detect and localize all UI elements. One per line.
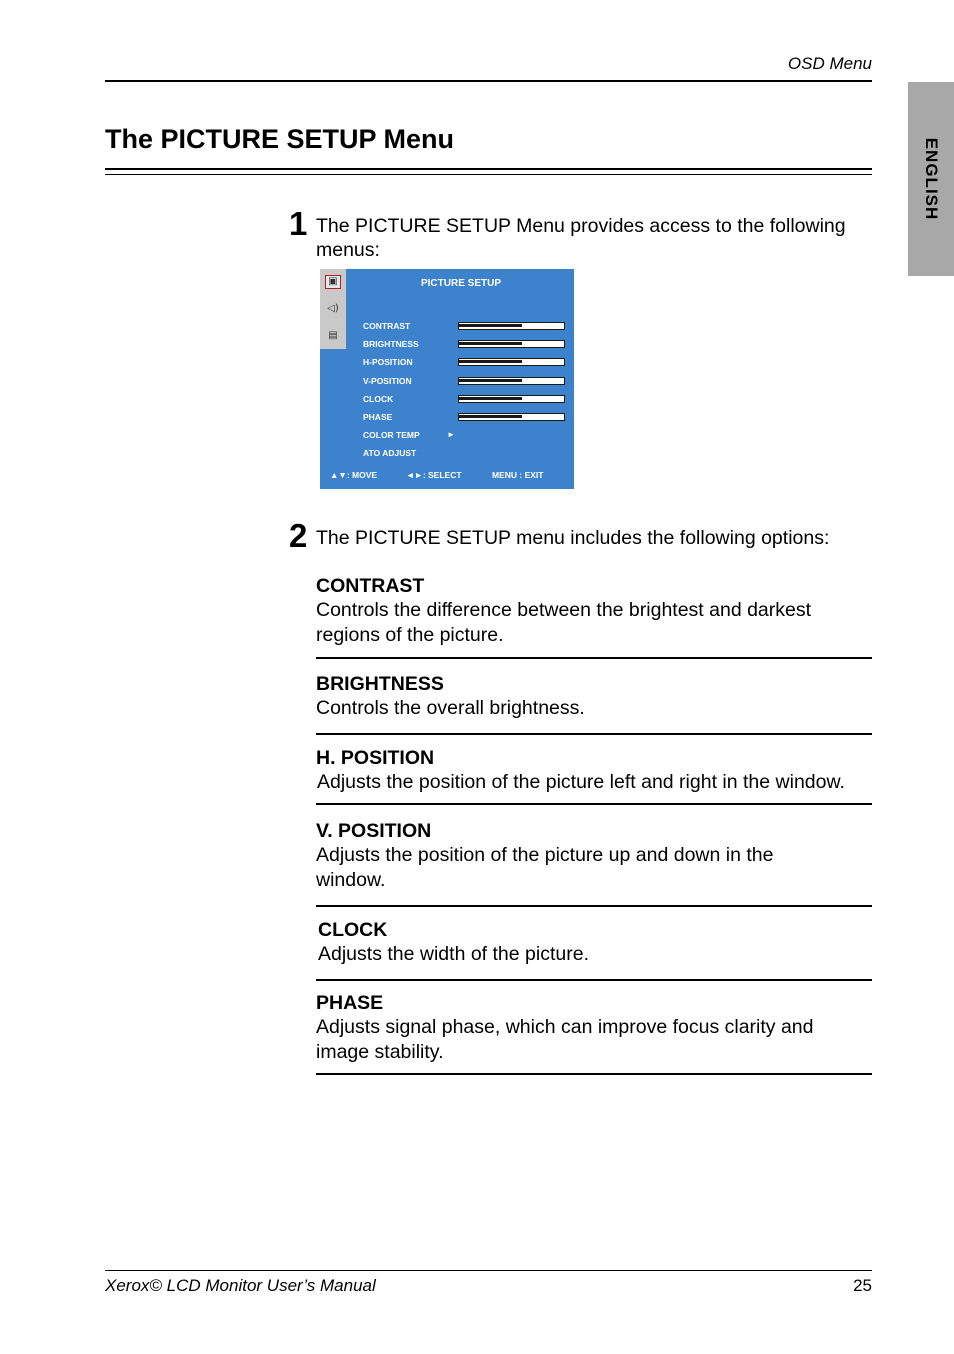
- option-v-position: [316, 819, 872, 892]
- option-description: Adjusts the position of the picture left and right in the window.: [317, 771, 845, 793]
- step-number-2: 2: [289, 517, 308, 554]
- osd-item-clock: CLOCK: [363, 394, 394, 404]
- osd-footer-select: ◄►: SELECT: [406, 470, 462, 480]
- option-divider: [316, 803, 872, 805]
- osd-clock-bar-fill: [459, 397, 522, 400]
- page-number: 25: [853, 1276, 872, 1295]
- header-section-label: OSD Menu: [787, 54, 872, 73]
- option-name: PHASE: [316, 992, 384, 1014]
- option-divider: [316, 905, 872, 907]
- osd-picture-setup-screen: [320, 269, 574, 489]
- option-clock: [318, 918, 874, 967]
- option-brightness: [316, 672, 872, 721]
- option-phase: [316, 991, 872, 1064]
- step-text-1: The PICTURE SETUP Menu provides access to the following menus:: [316, 215, 846, 261]
- osd-phase-bar: [458, 413, 565, 421]
- osd-item-h-position: H-POSITION: [363, 357, 413, 367]
- osd-phase-bar-fill: [459, 415, 522, 418]
- header-rule: [105, 80, 872, 82]
- option-contrast: [316, 574, 872, 647]
- option-name: V. POSITION: [316, 820, 432, 842]
- osd-h-position-bar-fill: [459, 360, 522, 363]
- step-text-2: The PICTURE SETUP menu includes the following options:: [316, 527, 830, 549]
- title-rule-thin: [105, 174, 872, 175]
- option-divider: [316, 733, 872, 735]
- option-description: Adjusts the width of the picture.: [318, 943, 589, 965]
- picture-setup-icon: ▣: [325, 275, 341, 289]
- osd-footer-exit: MENU : EXIT: [492, 470, 544, 480]
- osd-contrast-bar: [458, 322, 565, 330]
- option-description: Adjusts signal phase, which can improve focus clarity and image stability.: [316, 1016, 814, 1063]
- osd-submenu-arrow-icon: ►: [447, 430, 455, 439]
- osd-item-brightness: BRIGHTNESS: [363, 339, 419, 349]
- osd-footer-move: ▲▼: MOVE: [330, 470, 378, 480]
- option-name: CLOCK: [318, 919, 388, 941]
- osd-contrast-bar-fill: [459, 324, 522, 327]
- option-name: CONTRAST: [316, 575, 425, 597]
- footer-rule: [105, 1270, 872, 1271]
- option-divider: [316, 657, 872, 659]
- option-name: BRIGHTNESS: [316, 673, 444, 695]
- osd-settings-icon: ▤: [328, 330, 338, 341]
- osd-brightness-bar: [458, 340, 565, 348]
- page-title: The PICTURE SETUP Menu: [105, 124, 455, 154]
- footer-manual-title: Xerox© LCD Monitor User’s Manual: [105, 1276, 376, 1295]
- option-h-position: [316, 746, 872, 795]
- osd-clock-bar: [458, 395, 565, 403]
- option-description: Controls the difference between the brightest and darkest regions of the picture.: [316, 599, 812, 646]
- option-description: Controls the overall brightness.: [316, 697, 585, 719]
- option-divider: [316, 979, 872, 981]
- audio-icon: ◁): [327, 303, 339, 314]
- osd-item-ato-adjust: ATO ADJUST: [363, 448, 417, 458]
- osd-item-phase: PHASE: [363, 412, 393, 422]
- option-name: H. POSITION: [316, 747, 435, 769]
- step-number-1: 1: [289, 205, 308, 242]
- osd-h-position-bar: [458, 358, 565, 366]
- osd-item-v-position: V-POSITION: [363, 376, 412, 386]
- osd-item-color-temp: COLOR TEMP: [363, 430, 420, 440]
- osd-v-position-bar-fill: [459, 379, 522, 382]
- language-tab: [908, 82, 954, 276]
- title-rule: [105, 168, 872, 170]
- osd-v-position-bar: [458, 377, 565, 385]
- language-tab-label: ENGLISH: [922, 137, 941, 221]
- osd-brightness-bar-fill: [459, 342, 522, 345]
- osd-title: PICTURE SETUP: [420, 278, 501, 289]
- osd-item-contrast: CONTRAST: [363, 321, 411, 331]
- option-divider: [316, 1073, 872, 1075]
- option-description: Adjusts the position of the picture up and down in the window.: [316, 844, 774, 891]
